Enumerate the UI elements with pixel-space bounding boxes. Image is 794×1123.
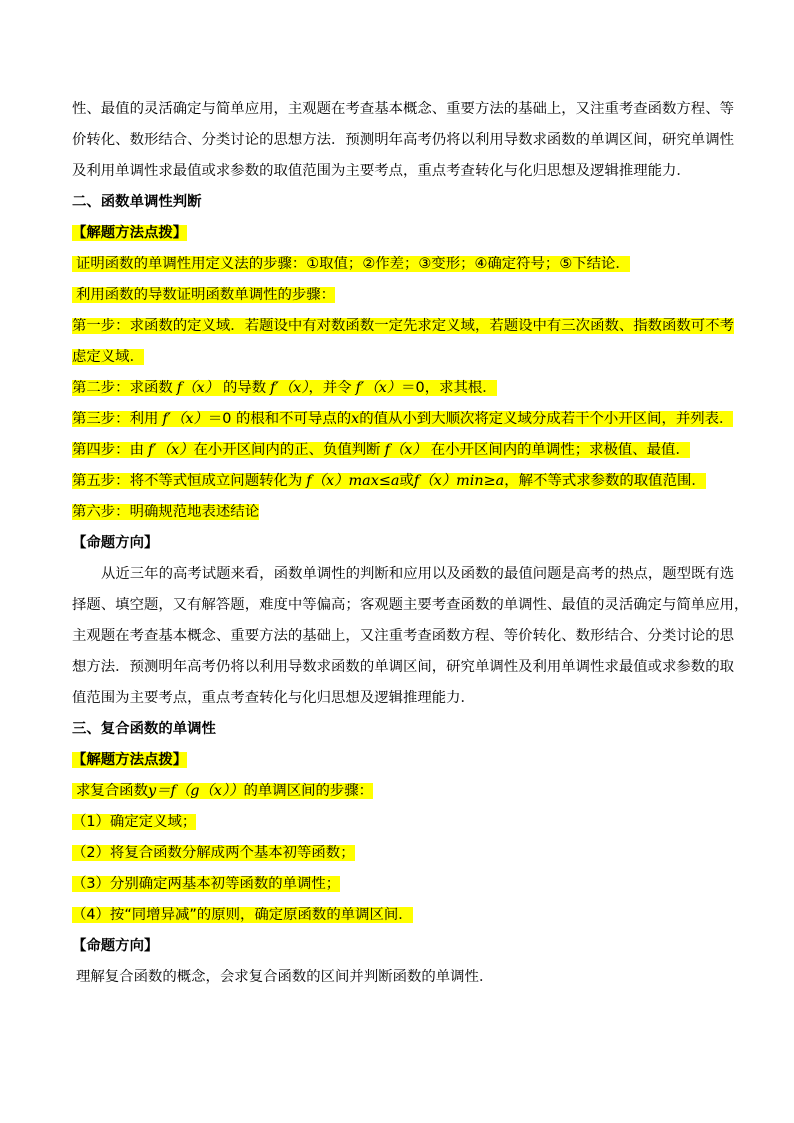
step-5-max: f（x）max≤a [306, 473, 400, 489]
composite-step: （3）分别确定两基本初等函数的单调性； [72, 876, 341, 892]
direction-line: 值范围为主要考点，重点考查转化与化归思想及逻辑推理能力． [72, 690, 475, 706]
step-5-text-a: 第五步：将不等式恒成立问题转化为 [72, 473, 303, 489]
step-4-line [72, 435, 732, 466]
step-2-text-b: 的导数 [222, 380, 267, 396]
definition-method-line: 证明函数的单调性用定义法的步骤：①取值；②作差；③变形；④确定符号；⑤下结论． [72, 256, 630, 272]
intro-line: 及利用单调性求最值或求参数的取值范围为主要考点，重点考查转化与化归思想及逻辑推理能力． [72, 163, 691, 179]
step-2-line [72, 373, 732, 404]
section-3-heading: 三、复合函数的单调性 [72, 721, 216, 737]
step-3-x: x [351, 411, 360, 427]
step-2-fx: f（x） [176, 380, 219, 396]
composite-step: （4）按“同增异减”的原则，确定原函数的单调区间． [72, 907, 413, 923]
document-page [72, 94, 749, 993]
step-3-text-a: 第三步：利用 [72, 411, 159, 427]
composite-step: （1）确定定义域； [72, 814, 197, 830]
step-4-fpx: f′（x） [147, 442, 194, 458]
step-3-text-b: ＝0 的根和不可导点的 [207, 411, 352, 427]
direction-label: 【命题方向】 [72, 535, 159, 551]
step-5-text-b: 或 [399, 473, 414, 489]
step-2-text-c: ，并令 [308, 380, 352, 396]
step-4-text-b: 在小开区间内的正、负值判断 [193, 442, 381, 458]
step-2-fpx-2: f′（x） [355, 380, 402, 396]
step-4-fx: f（x） [384, 442, 427, 458]
step-3-text-c: 的值从小到大顺次将定义域分成若干个小开区间，并列表． [359, 411, 734, 427]
step-6-line: 第六步：明确规范地表述结论 [72, 504, 260, 520]
composite-text-a: 求复合函数 [76, 783, 148, 799]
section-3-direction-label: 【命题方向】 [72, 938, 159, 954]
composite-line [72, 776, 732, 807]
step-2-fpx: f′（x） [270, 380, 309, 396]
step-1-line-a: 第一步：求函数的定义域．若题设中有对数函数一定先求定义域，若题设中有三次函数、指数函数可不考 [72, 318, 734, 334]
direction-line: 主观题在考查基本概念、重要方法的基础上，又注重考查函数方程、等价转化、数形结合、分类讨论的思 [72, 628, 734, 644]
section-3-direction-text: 理解复合函数的概念，会求复合函数的区间并判断函数的单调性． [76, 969, 494, 985]
composite-text-b: 的单调区间的步骤： [243, 783, 374, 799]
step-5-text-c: ，解不等式求参数的取值范围． [504, 473, 706, 489]
section-3-method-label: 【解题方法点拨】 [72, 752, 188, 768]
intro-line: 性、最值的灵活确定与简单应用，主观题在考查基本概念、重要方法的基础上，又注重考查函数方程、等 [72, 101, 734, 117]
method-tips-label: 【解题方法点拨】 [72, 225, 188, 241]
step-5-line [72, 466, 732, 497]
composite-step: （2）将复合函数分解成两个基本初等函数； [72, 845, 355, 861]
step-3-fpx: f′（x） [162, 411, 208, 427]
step-2-text-a: 第二步：求函数 [72, 380, 173, 396]
step-3-line [72, 404, 732, 435]
direction-line: 想方法．预测明年高考仍将以利用导数求函数的单调区间，研究单调性及利用单调性求最值或求参数的取 [72, 659, 734, 675]
composite-formula: y＝f（g（x）） [147, 783, 244, 799]
derivative-method-line: 利用函数的导数证明函数单调性的步骤： [72, 287, 335, 303]
step-1-line-b: 虑定义域． [72, 349, 144, 365]
step-2-text-d: ＝0，求其根． [401, 380, 497, 396]
step-4-text-c: 在小开区间内的单调性；求极值、最值． [430, 442, 690, 458]
direction-line: 择题、填空题，又有解答题，难度中等偏高；客观题主要考查函数的单调性、最值的灵活确定与简单应用， [72, 597, 749, 613]
direction-line: 从近三年的高考试题来看，函数单调性的判断和应用以及函数的最值问题是高考的热点，题型既有选 [101, 566, 735, 582]
step-5-min: f（x）min≥a [413, 473, 505, 489]
section-2-heading: 二、函数单调性判断 [72, 194, 202, 210]
intro-line: 价转化、数形结合、分类讨论的思想方法．预测明年高考仍将以利用导数求函数的单调区间，研究单调性 [72, 132, 734, 148]
step-4-text-a: 第四步：由 [72, 442, 144, 458]
